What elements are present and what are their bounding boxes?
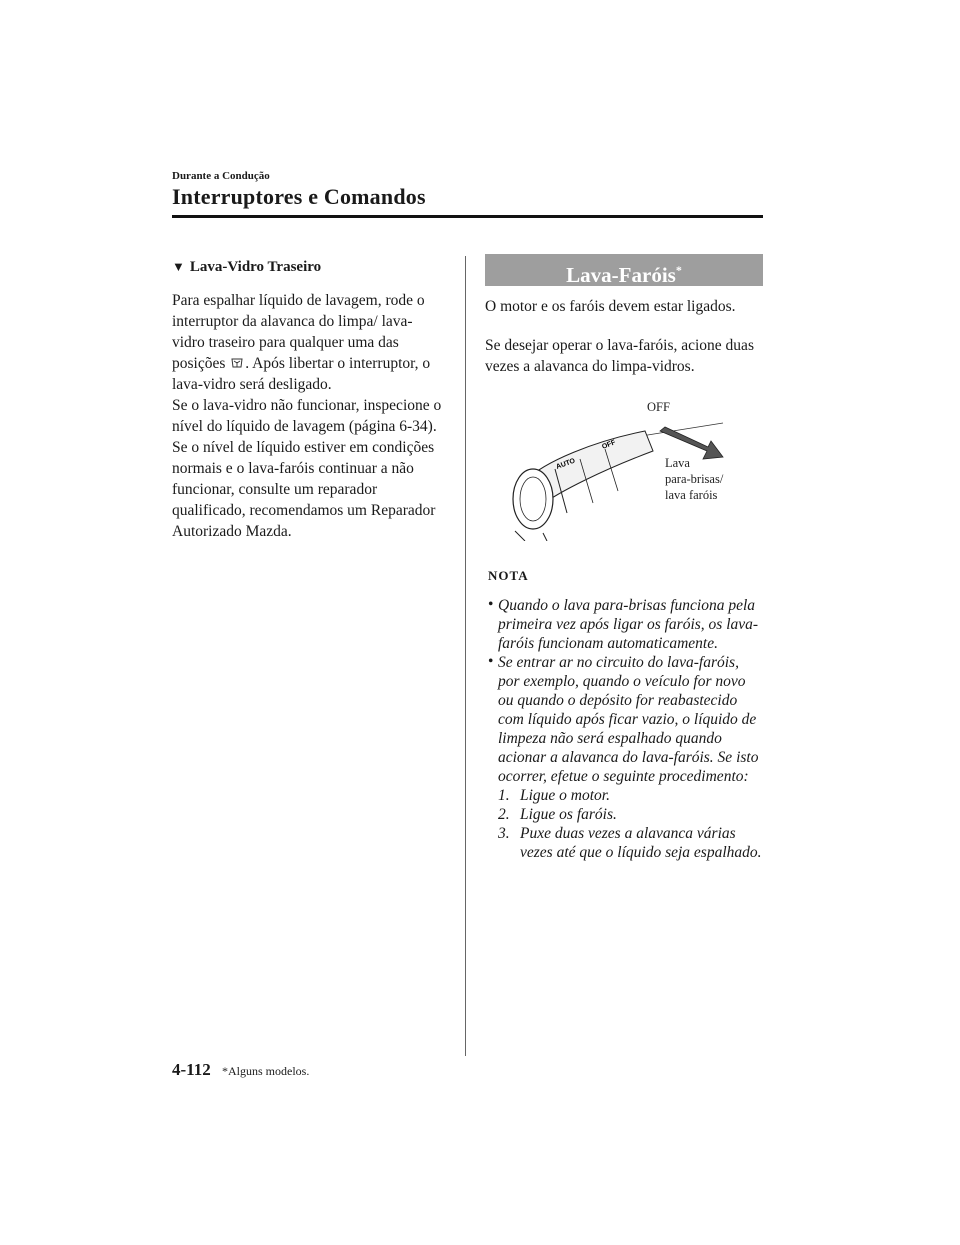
bullet: • [488,653,494,670]
rear-washer-icon [230,356,244,369]
procedure-step [498,805,763,824]
lever-illustration [485,391,763,541]
title-rule [172,215,763,218]
step-number: 3. [498,825,510,842]
footnote: *Alguns modelos. [222,1064,310,1078]
note-item [485,653,763,862]
step-number: 2. [498,806,510,823]
step-text: Ligue o motor. [520,787,610,804]
note-text: Se entrar ar no circuito do lava-faróis, por exemplo, quando o veículo for novo ou quando o depósito for reabastecido com líquido após ficar vazio, o líquido de limpeza não será espalhado quando acionar a alavanca do lava-faróis. Se isto ocorrer, efetue o seguinte procedimento: [498,654,759,785]
footnote-mark: * [675,263,682,277]
inspection-paragraph: Se o lava-vidro não funcionar, inspecione o nível do líquido de lavagem (página 6-34). Se o nível de líquido estiver em condições normais e o lava-faróis continuar a não funcionar, consulte um reparador qualificado, recomendamos um Reparador Autorizado Mazda. [172,397,442,540]
subsection-heading [172,256,444,278]
lever-off-text: OFF [601,439,617,451]
requirement-paragraph: O motor e os faróis devem estar ligados. [485,298,736,315]
paragraph-text-cont: . Após libertar o interruptor, o lava-vidro será desligado. [172,355,431,393]
rear-washer-paragraph [172,290,444,395]
callout-off: OFF [647,400,670,414]
note-title: NOTA [488,568,529,583]
note-block [485,596,763,862]
bullet: • [488,596,494,613]
note-text: Quando o lava para-brisas funciona pela primeira vez após ligar os faróis, os lava-faróis funcionam automaticamente. [498,597,759,652]
procedure-step [498,786,763,805]
step-number: 1. [498,787,510,804]
callout-wash-line2: para-brisas/ [665,472,724,486]
left-column [172,256,444,542]
section-label: Durante a Condução [172,170,270,182]
procedure-steps [498,786,763,862]
column-divider [465,256,466,1056]
callout-wash-line1: Lava [665,456,690,470]
procedure-step [498,824,763,862]
paragraph-text: Para espalhar líquido de lavagem, rode o interruptor da alavanca do limpa/ lava-vidro traseiro para qualquer uma das posições [172,292,425,372]
heading-marker: ▼ [172,259,185,274]
page-number: 4-112 [172,1060,211,1079]
callout-wash [665,455,723,503]
section-banner [485,254,763,286]
subsection-heading-text: Lava-Vidro Traseiro [189,259,322,275]
step-text: Ligue os faróis. [520,806,617,823]
note-item [485,596,763,653]
page-title: Interruptores e Comandos [172,184,426,209]
step-text: Puxe duas vezes a alavanca várias vezes até que o líquido seja espalhado. [520,825,762,861]
operation-paragraph: Se desejar operar o lava-faróis, acione duas vezes a alavanca do limpa-vidros. [485,337,754,375]
banner-title: Lava-Faróis [566,263,676,287]
right-column [485,254,763,862]
lever-auto-text: AUTO [555,457,577,471]
callout-wash-line3: lava faróis [665,488,718,502]
